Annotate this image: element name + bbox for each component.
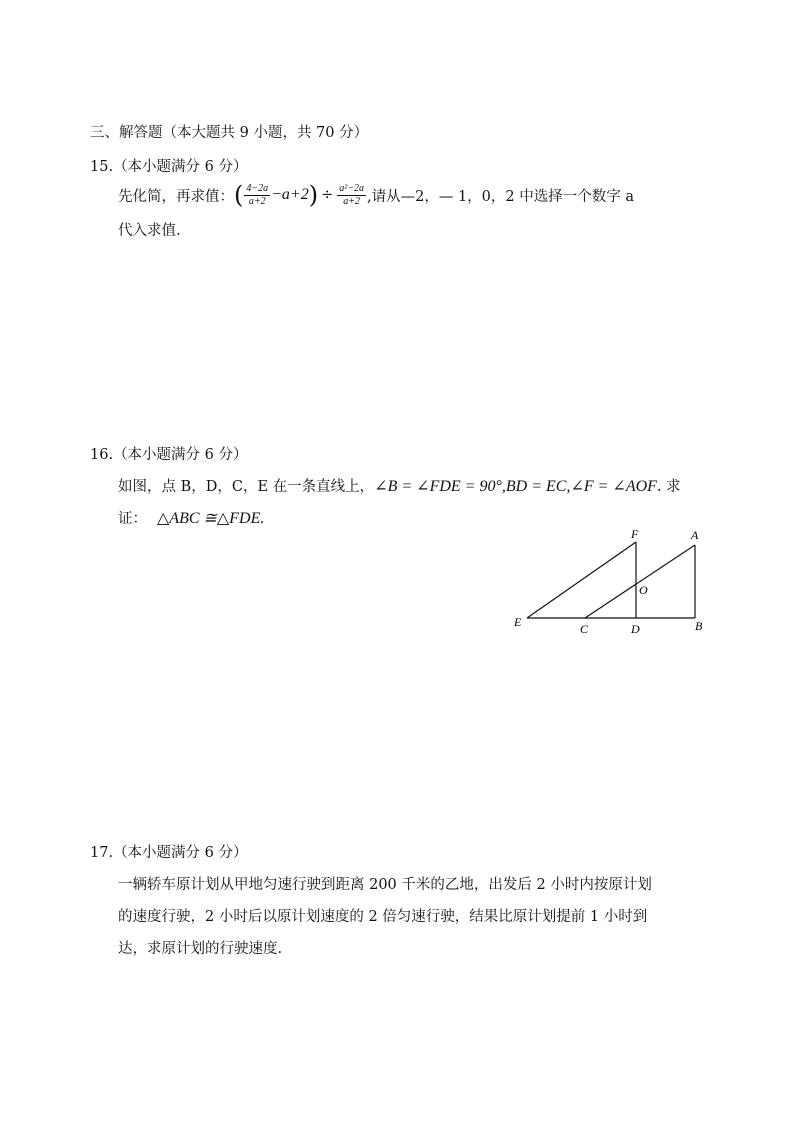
label-o: O: [639, 583, 648, 597]
q17-line3: 达，求原计划的行驶速度.: [118, 941, 283, 957]
q16-line2: [118, 507, 264, 528]
q15-mid-term: −a+2: [271, 186, 309, 203]
q17-line2: 的速度行驶，2 小时后以原计划速度的 2 倍匀速行驶，结果比原计划提前 1 小时到: [118, 909, 648, 925]
q16-line2-math: △ABC ≅△FDE.: [157, 510, 265, 527]
line-ef: [527, 542, 636, 618]
q15-frac1-num: 4−2a: [246, 182, 269, 194]
line-ca: [585, 545, 695, 618]
q16-score: （本小题满分 6 分）: [113, 447, 248, 463]
q15-left-paren: (: [234, 181, 244, 209]
q15-suffix: ,请从—2，— 1，0，2 中选择一个数字 a: [367, 188, 634, 205]
q17-score: （本小题满分 6 分）: [113, 845, 248, 861]
q16-number: 16.: [90, 447, 114, 463]
q16-line1-end: . 求: [656, 479, 681, 495]
section-heading: 三、解答题（本大题共 9 小题，共 70 分）: [90, 125, 369, 141]
q15-right-paren: ): [308, 181, 319, 209]
q15-fraction-1: [244, 183, 270, 208]
q15-line2: 代入求值.: [118, 223, 181, 239]
q16-geometry-figure: [505, 522, 725, 642]
q16-line1: [118, 475, 681, 496]
label-b: B: [695, 619, 703, 633]
q15-prefix: 先化简，再求值：: [118, 188, 234, 205]
q15-divide-sign: ÷: [321, 187, 334, 203]
label-d: D: [631, 622, 640, 636]
q17-number: 17.: [90, 845, 114, 861]
q15-frac2-num: a²−2a: [339, 182, 364, 194]
label-c: C: [580, 622, 589, 636]
q15-fraction-2: [337, 183, 366, 208]
q17-line1: 一辆轿车原计划从甲地匀速行驶到距离 200 千米的乙地，出发后 2 小时内按原计划: [118, 877, 652, 893]
q16-line1-math: ∠B = ∠FDE = 90°,BD = EC,∠F = ∠AOF: [374, 478, 657, 495]
q15-score: （本小题满分 6 分）: [113, 159, 248, 175]
label-f: F: [631, 527, 639, 541]
label-a: A: [691, 528, 699, 542]
q17-header: [90, 841, 248, 862]
q15-frac1-den: a+2: [248, 195, 266, 207]
q16-line1-text: 如图，点 B，D，C，E 在一条直线上，: [118, 479, 375, 495]
q15-frac2-den: a+2: [343, 195, 360, 207]
q16-line2-text: 证：: [118, 511, 147, 527]
q16-header: [90, 443, 248, 464]
q15-number: 15.: [90, 159, 114, 175]
label-e: E: [514, 615, 522, 629]
q15-line1: [118, 180, 634, 210]
q15-header: [90, 155, 248, 176]
